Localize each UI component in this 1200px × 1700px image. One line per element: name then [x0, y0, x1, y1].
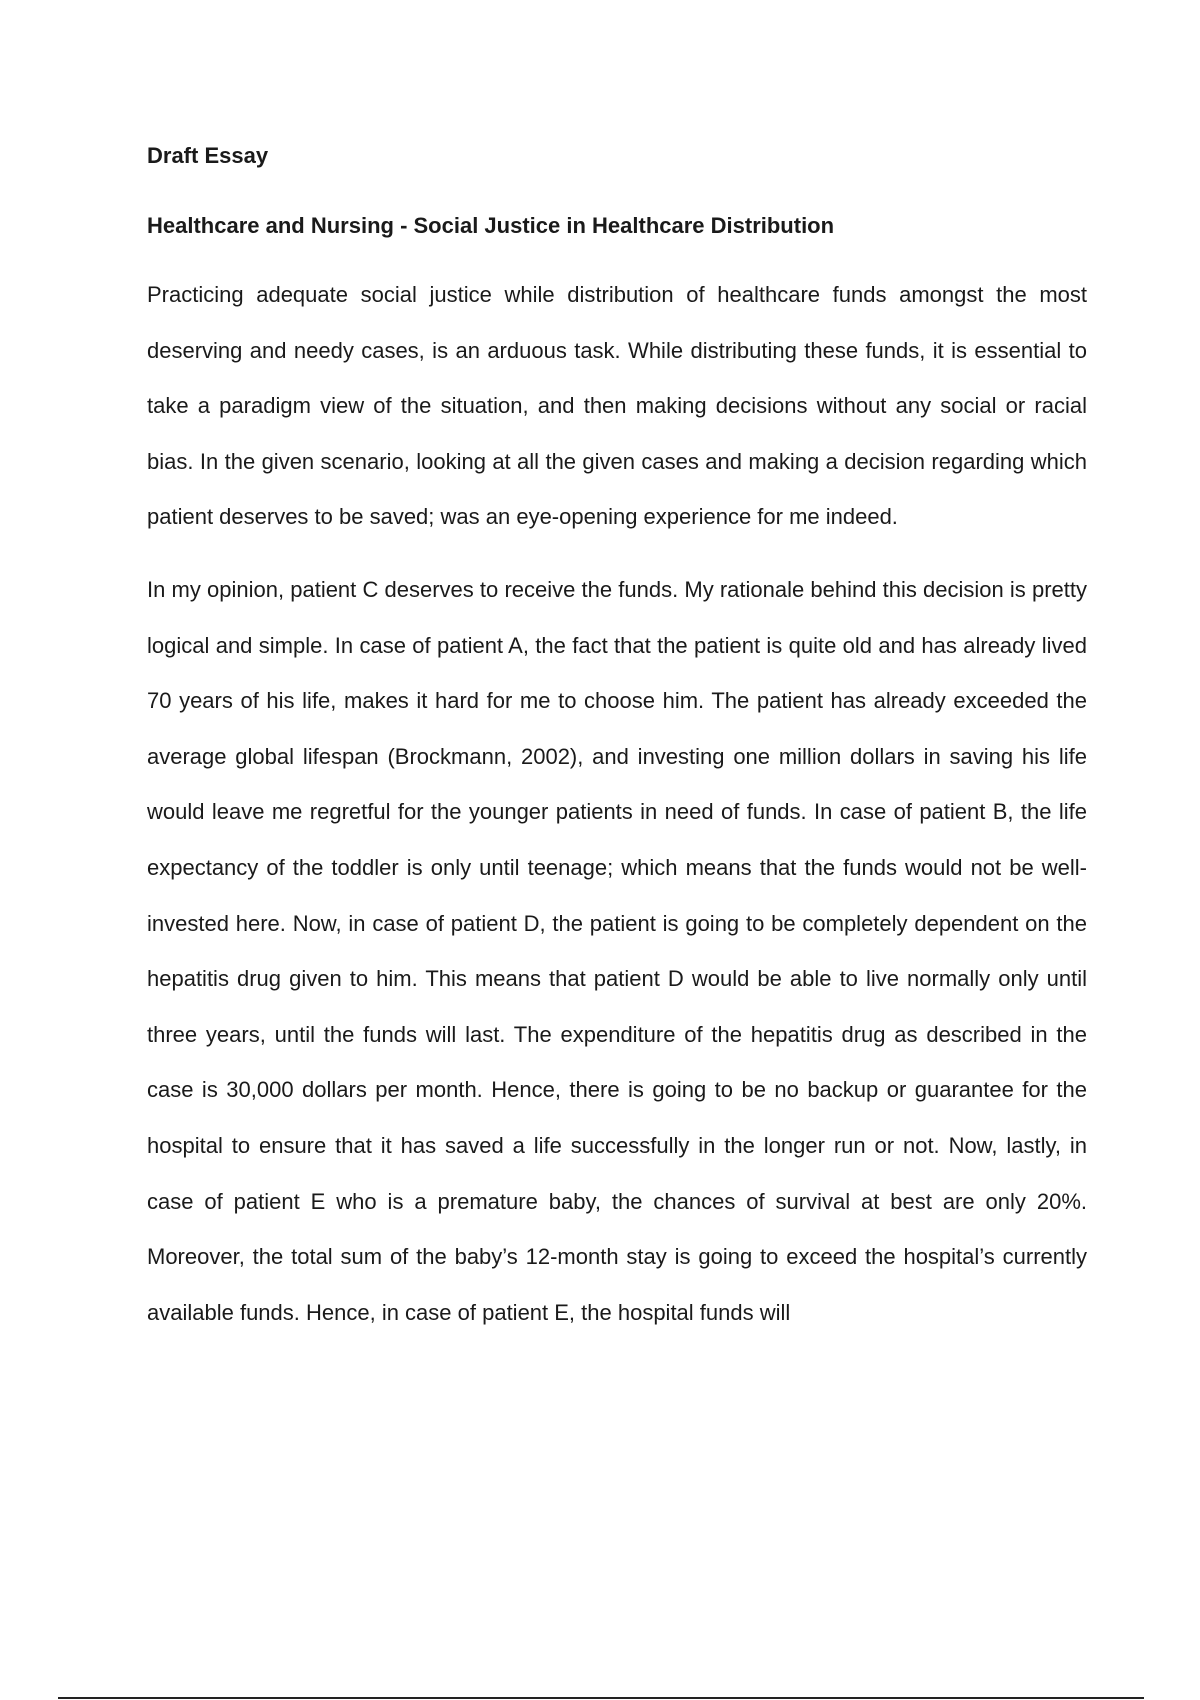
page-bottom-rule	[58, 1697, 1144, 1699]
document-subtitle: Healthcare and Nursing - Social Justice in Healthcare Distribution	[147, 213, 835, 238]
document-title: Draft Essay	[147, 143, 269, 168]
paragraph-opinion: In my opinion, patient C deserves to receive the funds. My rationale behind this decision is pretty logical and simple. In case of patient A, the fact that the patient is quite old and has already lived 70 years of his life, makes it hard for me to choose him. The patient has already exceeded the average global lifespan (Brockmann, 2002), and investing one million dollars in saving his life would leave me regretful for the younger patients in need of funds. In case of patient B, the life expectancy of the toddler is only until teenage; which means that the funds would not be well-invested here. Now, in case of patient D, the patient is going to be completely dependent on the hepatitis drug given to him. This means that patient D would be able to live normally only until three years, until the funds will last. The expenditure of the hepatitis drug as described in the case is 30,000 dollars per month. Hence, there is going to be no backup or guarantee for the hospital to ensure that it has saved a life successfully in the longer run or not. Now, lastly, in case of patient E who is a premature baby, the chances of survival at best are only 20%. Moreover, the total sum of the baby’s 12-month stay is going to exceed the hospital’s currently available funds. Hence, in case of patient E, the hospital funds will	[147, 576, 1087, 1325]
document-body	[147, 141, 1087, 1340]
paragraph-intro: Practicing adequate social justice while distribution of healthcare funds amongst the most deserving and needy cases, is an arduous task. While distributing these funds, it is essential to take a paradigm view of the situation, and then making decisions without any social or racial bias. In the given scenario, looking at all the given cases and making a decision regarding which patient deserves to be saved; was an eye-opening experience for me indeed.	[147, 282, 1087, 530]
